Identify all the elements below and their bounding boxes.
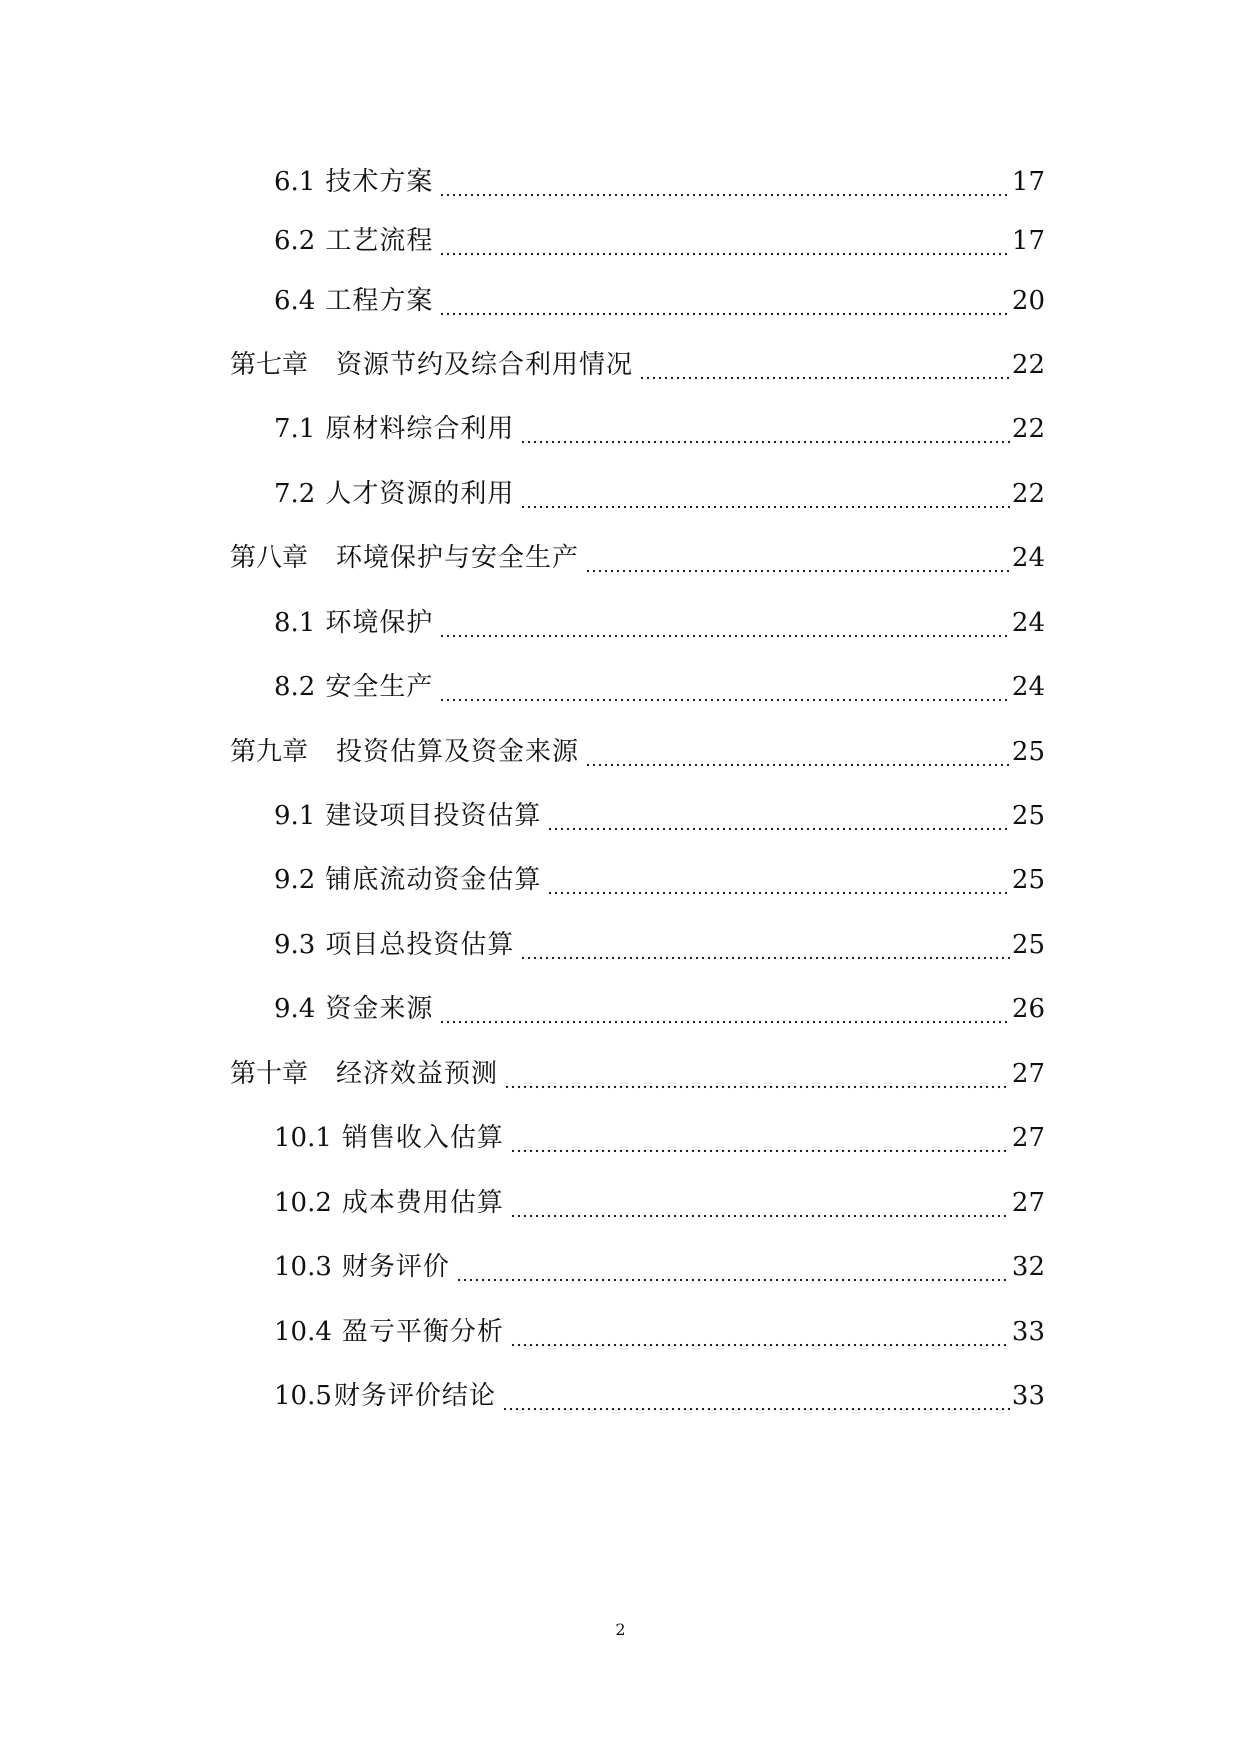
toc-entry-title: 经济效益预测 [336, 1059, 499, 1089]
toc-entry-title: 环境保护 [325, 608, 434, 638]
toc-entry-9-2[interactable] [274, 860, 1045, 900]
toc-entry-title: 投资估算及资金来源 [336, 737, 580, 767]
dot-leader [510, 1312, 1010, 1352]
toc-entry-title: 环境保护与安全生产 [336, 543, 580, 573]
dot-leader [439, 667, 1010, 707]
toc-entry-number: 第八章 [230, 543, 309, 573]
dot-leader [639, 345, 1010, 385]
toc-entry-chapter-10[interactable] [230, 1054, 1045, 1094]
toc-entry-8-2[interactable] [274, 667, 1045, 707]
toc-entry-page: 20 [1011, 286, 1045, 316]
toc-entry-10-4[interactable] [274, 1312, 1045, 1352]
toc-entry-10-5[interactable] [274, 1376, 1045, 1416]
toc-entry-page: 33 [1011, 1317, 1045, 1347]
toc-entry-title: 建设项目投资估算 [325, 801, 542, 831]
toc-entry-title: 技术方案 [325, 167, 434, 197]
toc-entry-number: 6.1 [274, 167, 316, 197]
toc-entry-chapter-8[interactable] [230, 538, 1045, 578]
toc-entry-9-4[interactable] [274, 989, 1045, 1029]
toc-entry-page: 25 [1011, 737, 1045, 767]
toc-entry-page: 27 [1011, 1059, 1045, 1089]
toc-entry-number: 10.3 [274, 1252, 332, 1282]
toc-entry-title: 工程方案 [325, 286, 434, 316]
toc-entry-number: 6.4 [274, 286, 316, 316]
dot-leader [456, 1247, 1010, 1287]
toc-entry-number: 7.2 [274, 479, 316, 509]
dot-leader [547, 796, 1010, 836]
dot-leader [439, 281, 1010, 321]
toc-entry-number: 9.2 [274, 865, 316, 895]
toc-entry-number: 10.5 [274, 1381, 332, 1411]
toc-entry-title: 资金来源 [325, 994, 434, 1024]
toc-entry-page: 24 [1011, 543, 1045, 573]
dot-leader [439, 162, 1010, 202]
toc-entry-number: 8.1 [274, 608, 316, 638]
toc-entry-page: 17 [1011, 226, 1045, 256]
toc-entry-title: 安全生产 [325, 672, 434, 702]
dot-leader [520, 409, 1010, 449]
toc-entry-8-1[interactable] [274, 603, 1045, 643]
dot-leader [547, 860, 1010, 900]
toc-entry-title: 成本费用估算 [341, 1188, 504, 1218]
toc-entry-page: 33 [1011, 1381, 1045, 1411]
page-number: 2 [615, 1620, 626, 1639]
toc-entry-number: 7.1 [274, 414, 316, 444]
toc-entry-9-3[interactable] [274, 925, 1045, 965]
dot-leader [439, 221, 1010, 261]
toc-entry-title: 原材料综合利用 [325, 414, 515, 444]
toc-entry-page: 22 [1011, 479, 1045, 509]
dot-leader [585, 732, 1010, 772]
toc-entry-title: 盈亏平衡分析 [341, 1317, 504, 1347]
toc-entry-number: 第七章 [230, 350, 309, 380]
toc-entry-number: 6.2 [274, 226, 316, 256]
toc-entry-page: 22 [1011, 414, 1045, 444]
toc-entry-10-2[interactable] [274, 1183, 1045, 1223]
toc-entry-title: 财务评价 [341, 1252, 450, 1282]
toc-entry-page: 27 [1011, 1123, 1045, 1153]
toc-entry-6-2[interactable] [274, 221, 1045, 261]
toc-entry-number: 第十章 [230, 1059, 309, 1089]
dot-leader [510, 1118, 1010, 1158]
toc-entry-number: 10.4 [274, 1317, 332, 1347]
toc-entry-6-4[interactable] [274, 281, 1045, 321]
toc-entry-page: 25 [1011, 930, 1045, 960]
toc-entry-title: 资源节约及综合利用情况 [336, 350, 634, 380]
toc-entry-title: 铺底流动资金估算 [325, 865, 542, 895]
dot-leader [585, 538, 1010, 578]
toc-entry-7-2[interactable] [274, 474, 1045, 514]
toc-entry-10-1[interactable] [274, 1118, 1045, 1158]
dot-leader [439, 989, 1010, 1029]
toc-entry-6-1[interactable] [274, 162, 1045, 202]
toc-entry-page: 24 [1011, 608, 1045, 638]
dot-leader [439, 603, 1010, 643]
toc-entry-page: 24 [1011, 672, 1045, 702]
toc-entry-number: 第九章 [230, 737, 309, 767]
toc-entry-title: 财务评价结论 [333, 1381, 496, 1411]
toc-entry-10-3[interactable] [274, 1247, 1045, 1287]
toc-entry-number: 9.1 [274, 801, 316, 831]
toc-entry-7-1[interactable] [274, 409, 1045, 449]
dot-leader [504, 1054, 1010, 1094]
toc-entry-page: 27 [1011, 1188, 1045, 1218]
dot-leader [520, 474, 1010, 514]
dot-leader [502, 1376, 1010, 1416]
toc-entry-page: 32 [1011, 1252, 1045, 1282]
toc-entry-page: 25 [1011, 801, 1045, 831]
toc-entry-page: 22 [1011, 350, 1045, 380]
toc-entry-title: 人才资源的利用 [325, 479, 515, 509]
toc-entry-number: 9.3 [274, 930, 316, 960]
dot-leader [520, 925, 1010, 965]
toc-entry-title: 销售收入估算 [341, 1123, 504, 1153]
toc-entry-number: 9.4 [274, 994, 316, 1024]
toc-entry-page: 17 [1011, 167, 1045, 197]
toc-entry-number: 10.1 [274, 1123, 332, 1153]
toc-entry-9-1[interactable] [274, 796, 1045, 836]
toc-entry-number: 10.2 [274, 1188, 332, 1218]
toc-entry-page: 26 [1011, 994, 1045, 1024]
dot-leader [510, 1183, 1010, 1223]
toc-entry-number: 8.2 [274, 672, 316, 702]
toc-entry-title: 工艺流程 [325, 226, 434, 256]
toc-entry-chapter-9[interactable] [230, 732, 1045, 772]
toc-entry-chapter-7[interactable] [230, 345, 1045, 385]
toc-entry-title: 项目总投资估算 [325, 930, 515, 960]
toc-entry-page: 25 [1011, 865, 1045, 895]
